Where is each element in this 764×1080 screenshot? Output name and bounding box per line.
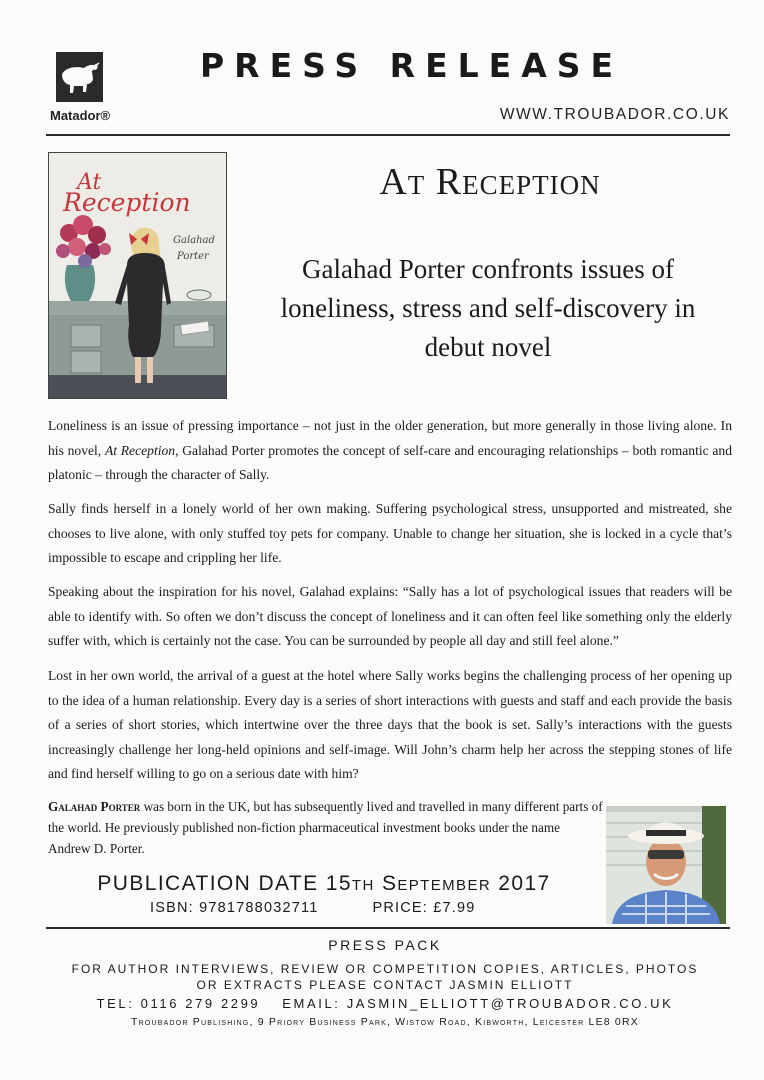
website-url[interactable]: WWW.TROUBADOR.CO.UK — [499, 106, 730, 123]
subheading: Galahad Porter confronts issues of loneliness, stress and self-discovery in debut novel — [280, 254, 696, 362]
book-cover-image — [48, 152, 227, 399]
bull-icon — [56, 52, 103, 102]
book-title: At Reception — [379, 161, 601, 203]
p1-text-end: , Galahad Porter promotes the concept of self-care and encouraging relationships – both romantic and platonic – through the character of Sally. — [48, 442, 733, 482]
cover-author-line1: Galahad — [173, 235, 215, 246]
isbn-price-line — [150, 900, 476, 916]
telephone[interactable]: TEL: 0116 279 2299 — [96, 996, 261, 1011]
author-bio-text: was born in the UK, but has subsequently lived and travelled in many different parts of the world. He previously published non-fiction pharmaceutical investment books under the name Andrew D. Porter. — [48, 799, 603, 856]
footer-divider — [46, 927, 730, 929]
paragraph-1 — [48, 414, 732, 488]
price: PRICE: £7.99 — [372, 900, 476, 916]
p1-text-start: Loneliness is an issue of pressing importance – not just in the older generation, but more generally in those living alone. In his novel, — [48, 418, 732, 458]
press-release-title: PRESS RELEASE — [200, 46, 624, 85]
author-bio — [48, 796, 604, 859]
contact-line-2: OR EXTRACTS PLEASE CONTACT JASMIN ELLIOTT — [196, 978, 574, 992]
paragraph-3: Speaking about the inspiration for his novel, Galahad explains: “Sally has a lot of psychological issues that readers will be able to identify with. So often we don’t discuss the concept of loneliness and it can often feel like something only the elderly suffer with, which is certainly not the case. You can be surrounded by people all day and still feel alone.” — [48, 584, 732, 648]
contact-line-1: FOR AUTHOR INTERVIEWS, REVIEW OR COMPETITION COPIES, ARTICLES, PHOTOS — [71, 962, 699, 976]
publication-date-label: PUBLICATION DATE — [97, 872, 319, 895]
publication-date — [54, 872, 594, 896]
matador-logo — [56, 52, 103, 102]
p1-book-title: At Reception — [104, 442, 176, 458]
contact-details — [40, 996, 730, 1011]
email[interactable]: EMAIL: JASMIN_ELLIOTT@TROUBADOR.CO.UK — [282, 996, 674, 1011]
author-photo — [606, 806, 726, 924]
press-pack-heading: PRESS PACK — [328, 937, 442, 953]
logo-wordmark: Matador® — [50, 108, 111, 123]
paragraph-2: Sally finds herself in a lonely world of her own making. Suffering psychological stress, unsupported and mistreated, she chooses to live alone, with only stuffed toy pets for company. Unable to change her situation, she is locked in a cycle that’s impossible to escape and crippling her life. — [48, 501, 732, 565]
header-divider — [46, 134, 730, 136]
cover-title-line2: Reception — [63, 188, 191, 217]
paragraph-4: Lost in her own world, the arrival of a guest at the hotel where Sally works begins the challenging process of her opening up to the idea of a human relationship. Every day is a series of short interactions with guests and staff and each provide the basis of a series of short stories, which intertwine over the three days that the book is set. Sally’s interactions with the guests increasingly challenge her long-held opinions and self-image. Will John’s charm help her across the stepping stones of life and find herself willing to go on a serious date with him? — [48, 668, 732, 781]
publication-date-value: 15th September 2017 — [325, 872, 551, 895]
author-name: Galahad Porter — [48, 799, 141, 814]
address: Troubador Publishing, 9 Priory Business Park, Wistow Road, Kibworth, Leicester LE8 0RX — [131, 1016, 639, 1028]
cover-author-line2: Porter — [177, 251, 209, 262]
cover-title-line1: At — [77, 170, 102, 195]
isbn: ISBN: 9781788032711 — [150, 900, 319, 916]
